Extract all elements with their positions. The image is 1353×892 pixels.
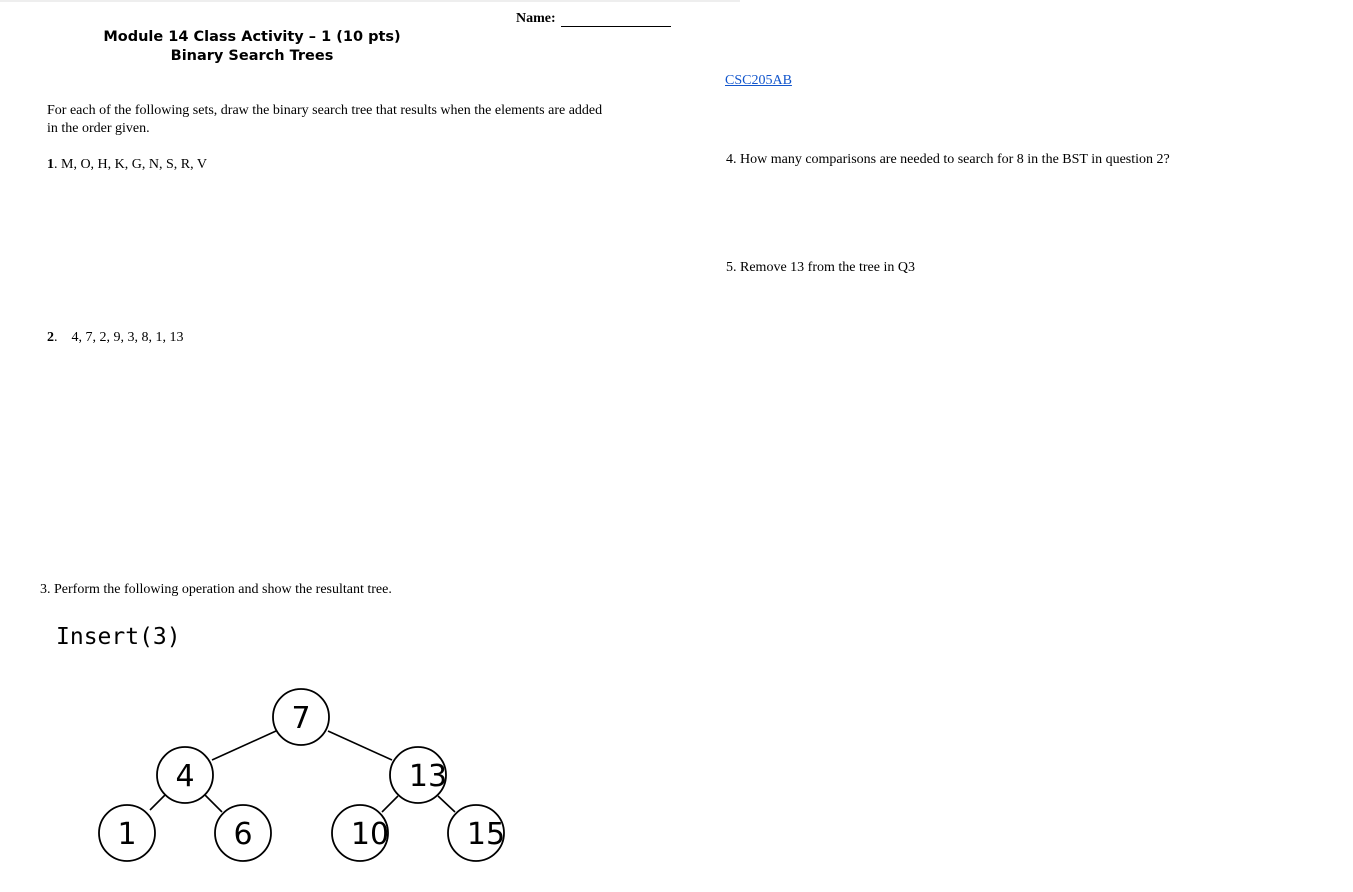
question-1-text: . M, O, H, K, G, N, S, R, V — [54, 157, 207, 172]
insert-operation-label: Insert(3) — [56, 624, 181, 650]
question-2-number: 2 — [47, 330, 54, 345]
tree-node-label-7: 7 — [291, 701, 311, 736]
question-5: 5. Remove 13 from the tree in Q3 — [726, 260, 915, 275]
tree-node-label-6: 6 — [233, 817, 253, 852]
instructions-text: For each of the following sets, draw the binary search tree that results when the elements are added in the order given. — [47, 103, 603, 136]
tree-edge-4-6 — [205, 795, 222, 812]
tree-edge-13-10 — [382, 796, 398, 812]
question-4: 4. How many comparisons are needed to search for 8 in the BST in question 2? — [726, 152, 1170, 167]
course-link[interactable]: CSC205AB — [725, 73, 792, 88]
question-3: 3. Perform the following operation and show the resultant tree. — [40, 582, 392, 597]
question-2-text: . 4, 7, 2, 9, 3, 8, 1, 13 — [54, 330, 184, 345]
question-1-number: 1 — [47, 157, 54, 172]
tree-edge-7-13 — [328, 731, 392, 760]
name-label: Name: — [516, 11, 556, 26]
tree-node-label-13: 13 — [408, 759, 448, 794]
tree-edge-7-4 — [212, 731, 276, 760]
tree-node-label-1: 1 — [117, 817, 137, 852]
tree-edge-13-15 — [438, 796, 455, 812]
tree-node-label-15: 15 — [466, 817, 506, 852]
tree-node-label-4: 4 — [175, 759, 195, 794]
document-title: Module 14 Class Activity – 1 (10 pts) — [103, 29, 401, 45]
tree-edge-4-1 — [150, 795, 165, 810]
document-subtitle: Binary Search Trees — [170, 48, 334, 64]
tree-node-label-10: 10 — [350, 817, 390, 852]
